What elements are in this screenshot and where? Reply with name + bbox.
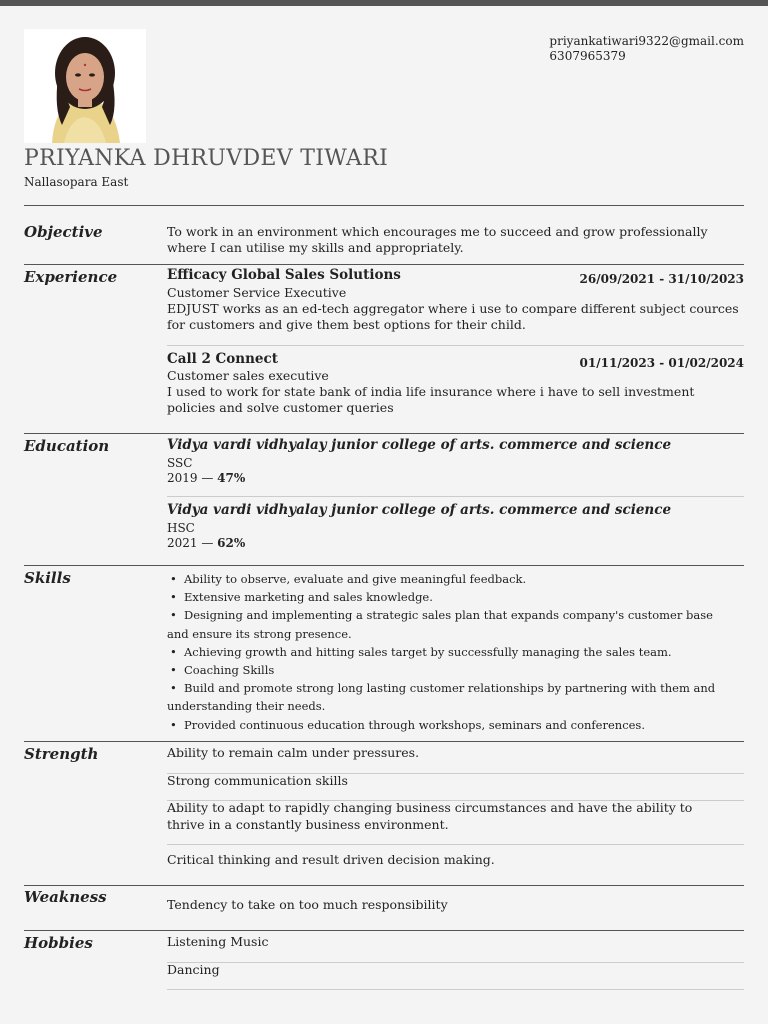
entry-divider bbox=[167, 989, 744, 990]
strength-item: Critical thinking and result driven decision making. bbox=[167, 852, 495, 867]
bullet-icon: • bbox=[170, 644, 177, 659]
skill-text: Ability to observe, evaluate and give meaningful feedback. bbox=[184, 572, 527, 586]
strength-item: Ability to remain calm under pressures. bbox=[167, 745, 420, 760]
job-company: Efficacy Global Sales Solutions bbox=[167, 267, 401, 283]
section-divider bbox=[24, 930, 744, 931]
job-dates: 01/11/2023 - 01/02/2024 bbox=[579, 356, 744, 370]
strength-item: Ability to adapt to rapidly changing business circumstances and have the ability to bbox=[167, 800, 693, 815]
education-result bbox=[167, 535, 245, 551]
job-description-line: policies and solve customer queries bbox=[167, 400, 394, 415]
skill-item bbox=[167, 661, 737, 679]
section-divider bbox=[24, 264, 744, 265]
skill-item bbox=[167, 588, 737, 606]
section-divider bbox=[24, 205, 744, 206]
objective-line: where I can utilise my skills and appropriately. bbox=[167, 240, 464, 255]
email-link[interactable]: priyankatiwari9322@gmail.com bbox=[549, 34, 744, 48]
bullet-icon: • bbox=[170, 681, 177, 696]
skill-text: Provided continuous education through workshops, seminars and conferences. bbox=[184, 717, 645, 732]
strength-item: Strong communication skills bbox=[167, 773, 348, 788]
candidate-location: Nallasopara East bbox=[24, 175, 129, 189]
skill-item bbox=[167, 679, 737, 715]
skill-item bbox=[167, 606, 737, 642]
education-school: Vidya vardi vidhyalay junior college of arts. commerce and science bbox=[167, 502, 672, 518]
section-divider bbox=[24, 885, 744, 886]
bullet-icon: • bbox=[170, 663, 177, 678]
skill-text: Build and promote strong long lasting customer relationships by partnering with them and understanding their needs. bbox=[167, 681, 716, 714]
education-score: 47% bbox=[217, 471, 246, 485]
weakness-item: Tendency to take on too much responsibility bbox=[167, 897, 448, 912]
top-accent-bar bbox=[0, 0, 768, 6]
education-score: 62% bbox=[217, 536, 246, 550]
candidate-name: PRIYANKA DHRUVDEV TIWARI bbox=[24, 146, 389, 171]
skill-text: Achieving growth and hitting sales target by successfully managing the sales team. bbox=[184, 644, 672, 659]
section-divider bbox=[24, 565, 744, 566]
job-description-line: EDJUST works as an ed-tech aggregator where i use to compare different subject cources bbox=[167, 301, 739, 316]
objective-heading: Objective bbox=[24, 223, 103, 241]
education-school: Vidya vardi vidhyalay junior college of arts. commerce and science bbox=[167, 437, 672, 453]
weakness-heading: Weakness bbox=[24, 888, 107, 906]
education-year: 2021 — bbox=[167, 536, 218, 550]
skill-text: Extensive marketing and sales knowledge. bbox=[184, 590, 433, 605]
strength-item: thrive in a constantly business environment. bbox=[167, 817, 449, 832]
job-description-line: for customers and give them best options for their child. bbox=[167, 317, 526, 332]
skill-item bbox=[167, 570, 737, 588]
skill-item bbox=[167, 643, 737, 661]
contact-block bbox=[549, 34, 744, 64]
skill-text: Designing and implementing a strategic sales plan that expands company's customer base and ensure its strong presence. bbox=[167, 608, 713, 641]
skill-text: Coaching Skills bbox=[184, 663, 275, 678]
experience-heading: Experience bbox=[24, 268, 118, 286]
job-description-line: I used to work for state bank of india life insurance where i have to sell investment bbox=[167, 384, 695, 399]
skills-heading: Skills bbox=[24, 569, 71, 587]
education-level: HSC bbox=[167, 521, 195, 535]
entry-divider bbox=[167, 844, 744, 845]
hobbies-heading: Hobbies bbox=[24, 934, 93, 952]
bullet-icon: • bbox=[170, 608, 177, 623]
job-role: Customer sales executive bbox=[167, 368, 329, 383]
bullet-icon: • bbox=[170, 590, 177, 605]
bullet-icon: • bbox=[170, 572, 177, 586]
job-company: Call 2 Connect bbox=[167, 351, 278, 367]
education-heading: Education bbox=[24, 437, 110, 455]
entry-divider bbox=[167, 496, 744, 497]
objective-line: To work in an environment which encourages me to succeed and grow professionally bbox=[167, 224, 708, 239]
hobby-item: Dancing bbox=[167, 962, 220, 977]
job-dates: 26/09/2021 - 31/10/2023 bbox=[579, 272, 744, 286]
entry-divider bbox=[167, 962, 744, 963]
skills-list bbox=[167, 570, 737, 734]
section-divider bbox=[24, 433, 744, 434]
bullet-icon: • bbox=[170, 717, 177, 732]
profile-photo-image bbox=[24, 29, 146, 143]
profile-photo bbox=[24, 29, 146, 143]
phone-number: 6307965379 bbox=[549, 49, 626, 63]
education-year: 2019 — bbox=[167, 471, 218, 485]
strength-heading: Strength bbox=[24, 745, 99, 763]
education-result bbox=[167, 470, 245, 486]
education-level: SSC bbox=[167, 456, 193, 470]
entry-divider bbox=[167, 345, 744, 346]
hobby-item: Listening Music bbox=[167, 934, 269, 949]
section-divider bbox=[24, 741, 744, 742]
skill-item bbox=[167, 716, 737, 734]
job-role: Customer Service Executive bbox=[167, 285, 347, 300]
